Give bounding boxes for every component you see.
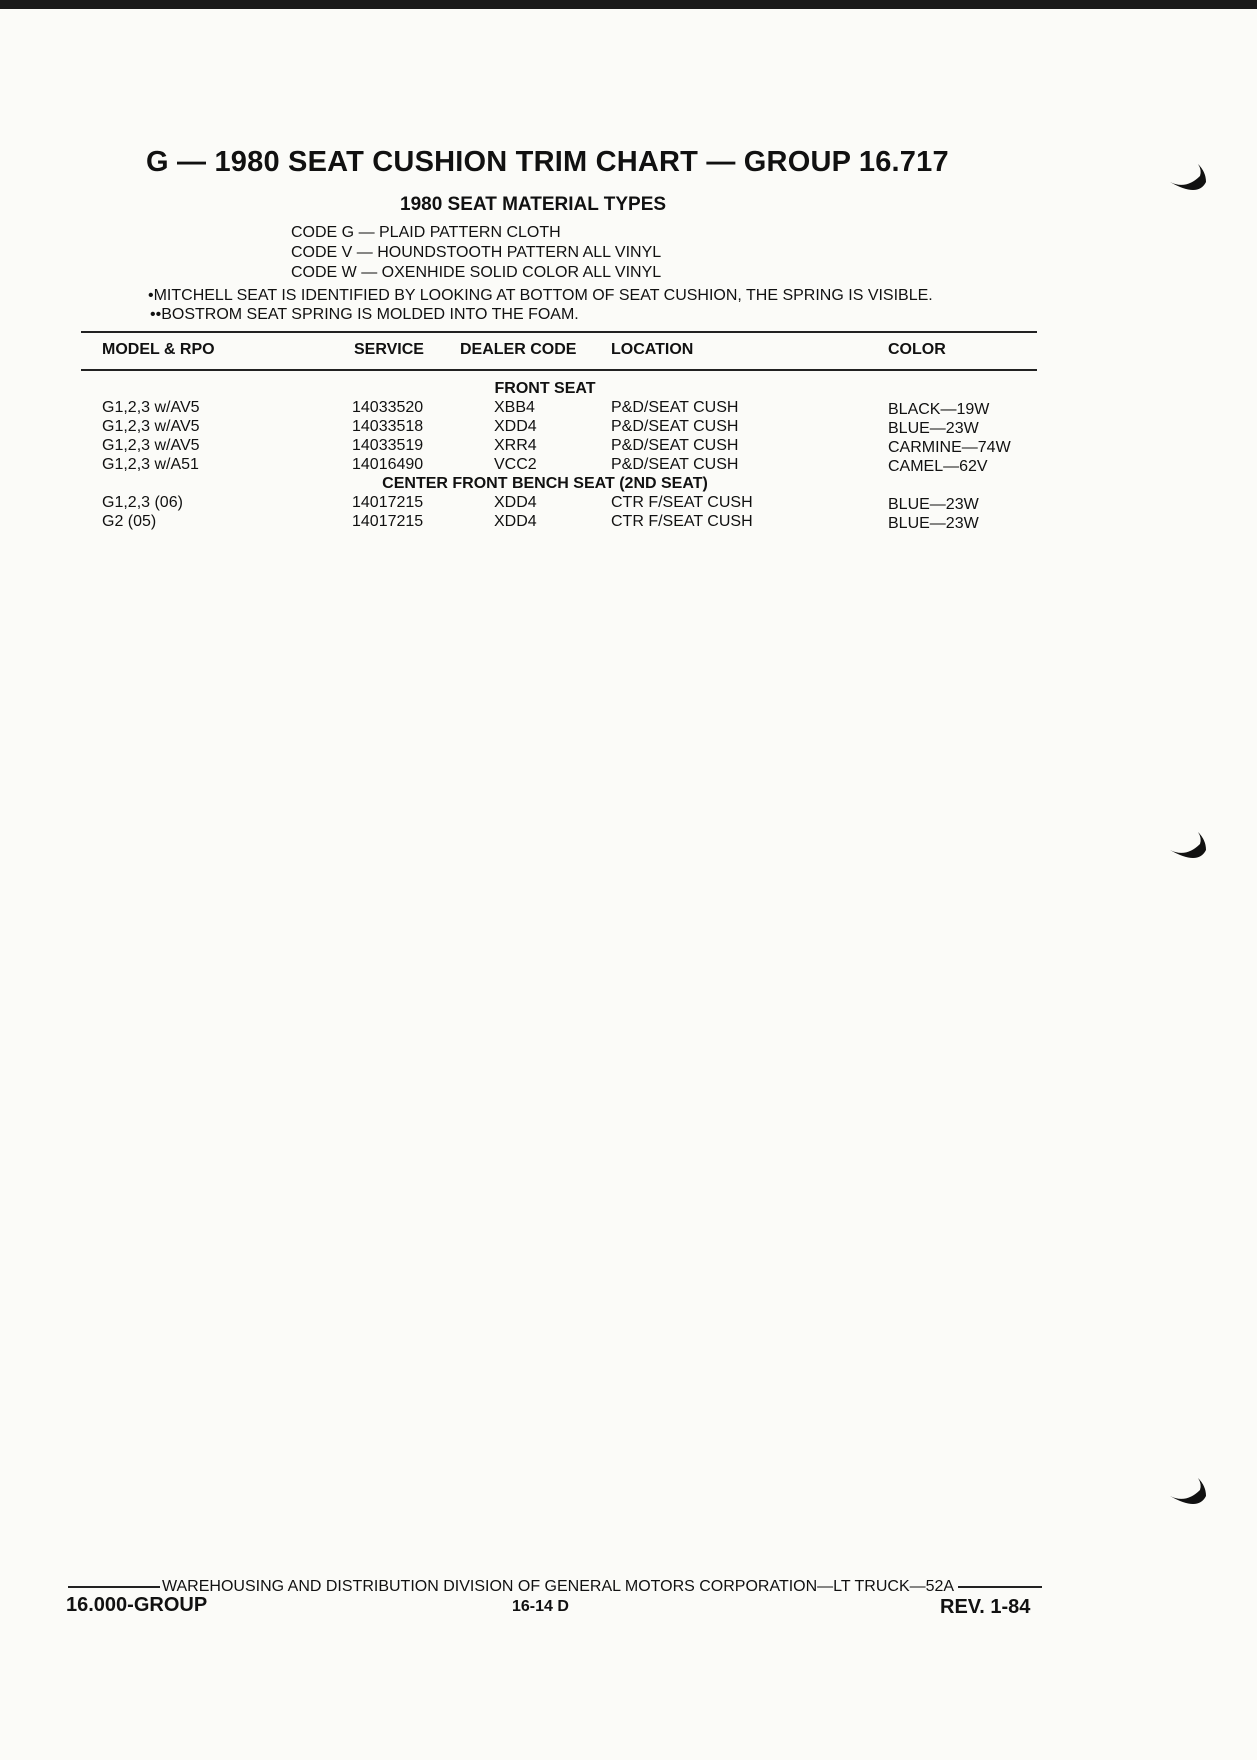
cell-service: 14017215 — [352, 513, 424, 530]
cell-color: BLUE—23W — [888, 496, 979, 513]
binder-hole-middle — [1168, 828, 1208, 868]
footer-dash-right — [958, 1586, 1042, 1588]
table-row — [0, 437, 1257, 456]
section-title-front-seat: FRONT SEAT — [494, 380, 596, 397]
material-code-v: CODE V — HOUNDSTOOTH PATTERN ALL VINYL — [291, 244, 662, 261]
cell-location: P&D/SEAT CUSH — [611, 437, 739, 454]
table-row — [0, 513, 1257, 532]
note-bostrom: ••BOSTROM SEAT SPRING IS MOLDED INTO THE FOAM. — [150, 306, 579, 323]
cell-location: CTR F/SEAT CUSH — [611, 513, 753, 530]
material-code-list — [291, 223, 661, 283]
cell-location: P&D/SEAT CUSH — [611, 399, 739, 416]
footer-group-label: 16.000-GROUP — [66, 1594, 208, 1616]
cell-dealer-code: XDD4 — [494, 513, 537, 530]
top-border-rule — [0, 0, 1257, 9]
cell-dealer-code: XDD4 — [494, 494, 537, 511]
cell-service: 14033520 — [352, 399, 424, 416]
footer-division-text: WAREHOUSING AND DISTRIBUTION DIVISION OF GENERAL MOTORS CORPORATION—LT TRUCK—52A — [162, 1578, 955, 1595]
cell-model: G1,2,3 w/AV5 — [102, 437, 200, 454]
page-subtitle: 1980 SEAT MATERIAL TYPES — [400, 194, 667, 215]
binder-hole-bottom — [1168, 1474, 1208, 1514]
cell-dealer-code: XRR4 — [494, 437, 537, 454]
header-dealer-code: DEALER CODE — [460, 341, 577, 358]
notes — [148, 286, 933, 324]
table-header-rule — [81, 369, 1037, 371]
table-row — [0, 418, 1257, 437]
cell-dealer-code: VCC2 — [494, 456, 537, 473]
note-mitchell: •MITCHELL SEAT IS IDENTIFIED BY LOOKING AT BOTTOM OF SEAT CUSHION, THE SPRING IS VISIBLE. — [148, 287, 933, 304]
header-model-rpo: MODEL & RPO — [102, 341, 215, 358]
table-row — [0, 456, 1257, 475]
cell-service: 14016490 — [352, 456, 424, 473]
cell-dealer-code: XBB4 — [494, 399, 535, 416]
cell-location: P&D/SEAT CUSH — [611, 456, 739, 473]
cell-model: G1,2,3 (06) — [102, 494, 183, 511]
cell-color: BLUE—23W — [888, 420, 979, 437]
header-color: COLOR — [888, 341, 946, 358]
material-code-g: CODE G — PLAID PATTERN CLOTH — [291, 224, 561, 241]
table-row — [0, 399, 1257, 418]
cell-location: P&D/SEAT CUSH — [611, 418, 739, 435]
footer-revision: REV. 1-84 — [940, 1596, 1031, 1618]
page-title: G — 1980 SEAT CUSHION TRIM CHART — GROUP 16.717 — [146, 146, 949, 178]
cell-color: CAMEL—62V — [888, 458, 988, 475]
cell-dealer-code: XDD4 — [494, 418, 537, 435]
cell-model: G1,2,3 w/A51 — [102, 456, 199, 473]
cell-service: 14033519 — [352, 437, 424, 454]
cell-model: G1,2,3 w/AV5 — [102, 399, 200, 416]
cell-color: CARMINE—74W — [888, 439, 1011, 456]
cell-model: G2 (05) — [102, 513, 157, 530]
section-title-center-bench: CENTER FRONT BENCH SEAT (2ND SEAT) — [382, 475, 708, 492]
cell-color: BLACK—19W — [888, 401, 990, 418]
header-location: LOCATION — [611, 341, 694, 358]
material-code-w: CODE W — OXENHIDE SOLID COLOR ALL VINYL — [291, 264, 662, 281]
cell-model: G1,2,3 w/AV5 — [102, 418, 200, 435]
footer-dash-left — [68, 1586, 160, 1588]
footer-page-number: 16-14 D — [512, 1598, 569, 1615]
footer-division-line — [68, 1578, 1042, 1596]
cell-location: CTR F/SEAT CUSH — [611, 494, 753, 511]
cell-service: 14033518 — [352, 418, 424, 435]
table-row — [0, 494, 1257, 513]
cell-color: BLUE—23W — [888, 515, 979, 532]
table-top-rule — [81, 331, 1037, 333]
header-service: SERVICE — [354, 341, 424, 358]
binder-hole-top — [1168, 160, 1208, 200]
cell-service: 14017215 — [352, 494, 424, 511]
